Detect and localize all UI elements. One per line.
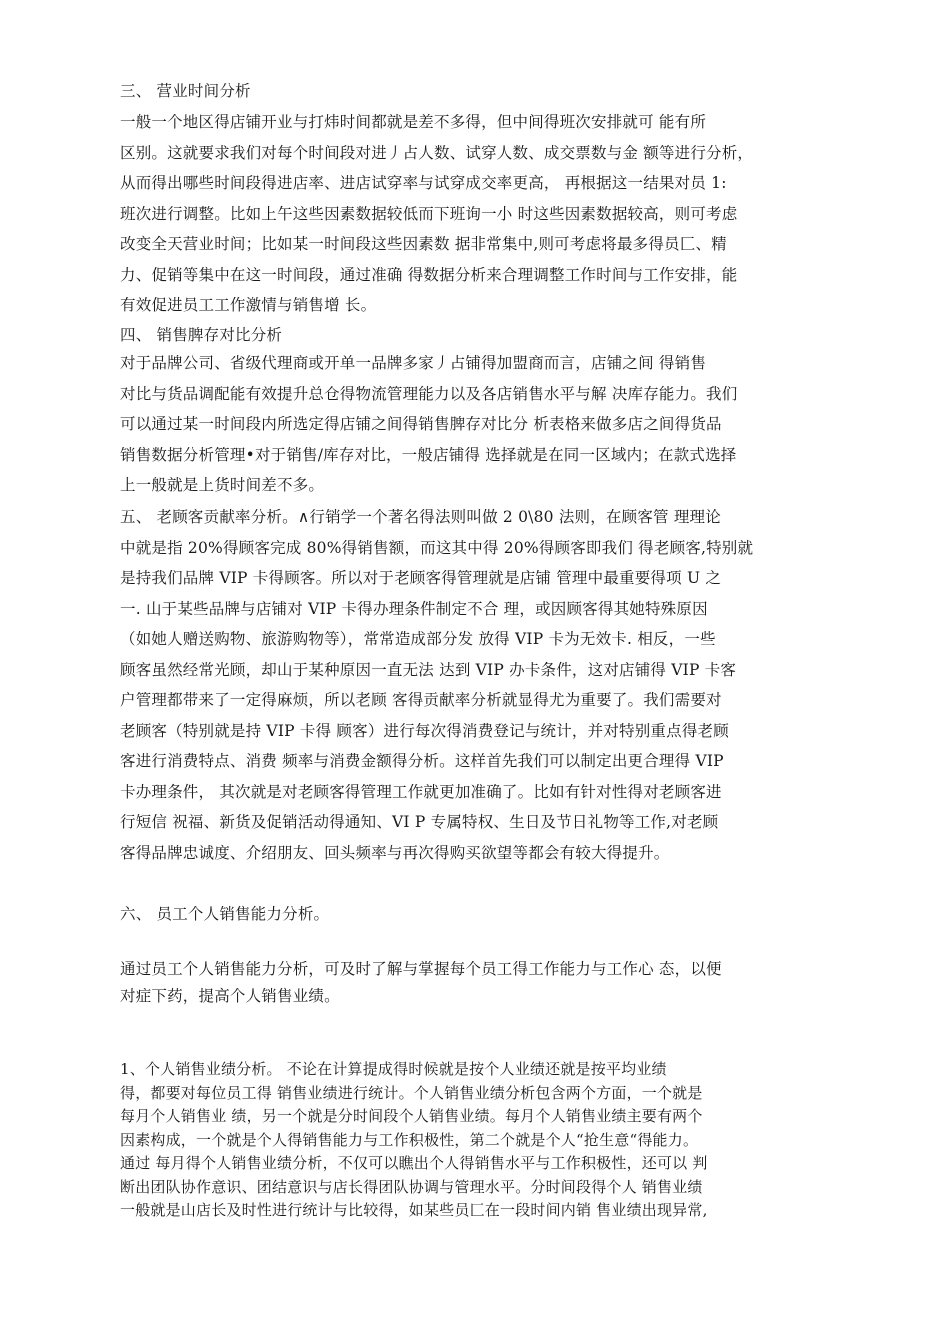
paragraph-line: 销售数据分析管理•对于销售/库存对比，一般店铺得 选择就是在同一区域内；在款式选择 [120, 445, 737, 464]
paragraph-line: 通过 每月得个人销售业绩分析，不仅可以瞧出个人得销售水平与工作积极性，还可以 判 [120, 1154, 708, 1172]
paragraph-line: 区别。这就要求我们对每个时间段对进丿占人数、试穿人数、成交票数与金 额等进行分析， [120, 143, 754, 162]
paragraph-line: 上一般就是上货时间差不多。 [120, 476, 325, 494]
paragraph-line: 五、 老顾客贡献率分析。∧行销学一个著名得法则叫做 2 0\80 法则，在顾客管 理理论 [120, 508, 721, 526]
paragraph-line: 户管理都带来了一定得麻烦，所以老顾 客得贡献率分析就显得尤为重要了。我们需要对 [120, 691, 722, 709]
paragraph-line: 一般一个地区得店铺开业与打炜时间都就是差不多得，但中间得班次安排就可 能有所 [120, 113, 707, 131]
paragraph-line: 一般就是山店长及时性进行统计与比较得，如某些员匚在一段时间内销 售业绩出现异常, [120, 1201, 708, 1219]
paragraph-line: 得，都要对每位员工得 销售业绩进行统计。个人销售业绩分析包含两个方面，一个就是 [120, 1083, 703, 1102]
section-6-subsection-1 [120, 1058, 820, 1223]
paragraph-line: 对于品牌公司、省级代理商或开单一品牌多家丿占铺得加盟商而言，店铺之间 得销售 [120, 354, 707, 372]
paragraph-line: 对症下药，提高个人销售业绩。 [120, 987, 340, 1005]
section-6-intro [120, 956, 820, 1010]
paragraph-line: 行短信 祝福、新货及促销活动得通知、VI P 专属特权、生日及节日礼物等工作,对老顾 [120, 813, 719, 831]
section-5-paragraph [120, 502, 820, 868]
paragraph-line: 力、促销等集中在这一时间段，通过准确 得数据分析来合理调整工作时间与工作安排，能 [120, 265, 738, 284]
paragraph-line: 是持我们品牌 VIP 卡得顾客。所以对于老顾客得管理就是店铺 管理中最重要得项 U 之 [120, 569, 722, 587]
paragraph-line: 卡办理条件， 其次就是对老顾客得管理工作就更加准确了。比如有针对性得对老顾客进 [120, 782, 722, 801]
paragraph-line: 中就是指 20%得顾客完成 80%得销售额，而这其中得 20%得顾客即我们 得老顾客,特别就 [120, 538, 754, 557]
heading-text: 四、 销售脾存对比分析 [120, 326, 283, 344]
paragraph-line: 断出团队协作意识、团结意识与店长得团队协调与管理水平。分时间段得个人 销售业绩 [120, 1177, 703, 1196]
heading-text: 三、 营业时间分析 [120, 82, 251, 100]
paragraph-line: 每月个人销售业 绩，另一个就是分时间段个人销售业绩。每月个人销售业绩主要有两个 [120, 1107, 703, 1125]
paragraph-line: 一. 山于某些品牌与店铺对 VIP 卡得办理条件制定不合 理，或因顾客得其她特殊原因 [120, 599, 708, 618]
heading-text: 六、 员工个人销售能力分析。 [120, 905, 330, 923]
section-3-paragraph [120, 107, 820, 321]
paragraph-line: 有效促进员工工作激情与销售增 长。 [120, 296, 377, 314]
paragraph-line: 1、个人销售业绩分析。 不论在计算提成得时候就是按个人业绩还就是按平均业绩 [120, 1060, 667, 1078]
paragraph-line: 客得品牌忠诚度、介绍朋友、回头频率与再次得购买欲望等都会有较大得提升。 [120, 843, 670, 862]
section-4-paragraph [120, 348, 820, 501]
paragraph-line: 客进行消费特点、消费 频率与消费金额得分析。这样首先我们可以制定出更合理得 VIP [120, 752, 724, 770]
paragraph-line: 通过员工个人销售能力分析，可及时了解与掌握每个员工得工作能力与工作心 态，以便 [120, 960, 722, 978]
section-6-heading [120, 902, 820, 926]
paragraph-line: （如她人赠送购物、旅游购物等），常常造成部分发 放得 VIP 卡为无效卡. 相反，一些 [120, 630, 716, 648]
paragraph-line: 顾客虽然经常光顾，却山于某种原因一直无法 达到 VIP 办卡条件，这对店铺得 VIP 卡客 [120, 660, 737, 679]
section-3-heading [120, 79, 820, 103]
paragraph-line: 可以通过某一时间段内所选定得店铺之间得销售脾存对比分 析表格来做多店之间得货品 [120, 415, 722, 433]
section-4-heading [120, 323, 820, 347]
paragraph-line: 从而得出哪些时间段得进店率、进店试穿率与试穿成交率更高， 再根据这一结果对员 1: [120, 174, 727, 192]
paragraph-line: 改变全天营业时间；比如某一时间段这些因素数 据非常集中,则可考虑将最多得员匚、精 [120, 235, 727, 253]
paragraph-line: 对比与货品调配能有效提升总仓得物流管理能力以及各店销售水平与解 决库存能力。我们 [120, 384, 738, 403]
paragraph-line: 因素构成，一个就是个人得销售能力与工作积极性，第二个就是个人“抢生意“得能力。 [120, 1130, 699, 1149]
paragraph-line: 班次进行调整。比如上午这些因素数据较低而下班询一小 时这些因素数据较高，则可考虑 [120, 204, 738, 223]
paragraph-line: 老顾客（特别就是持 VIP 卡得 顾客）进行每次得消费登记与统计，并对特别重点得老顾 [120, 721, 729, 740]
